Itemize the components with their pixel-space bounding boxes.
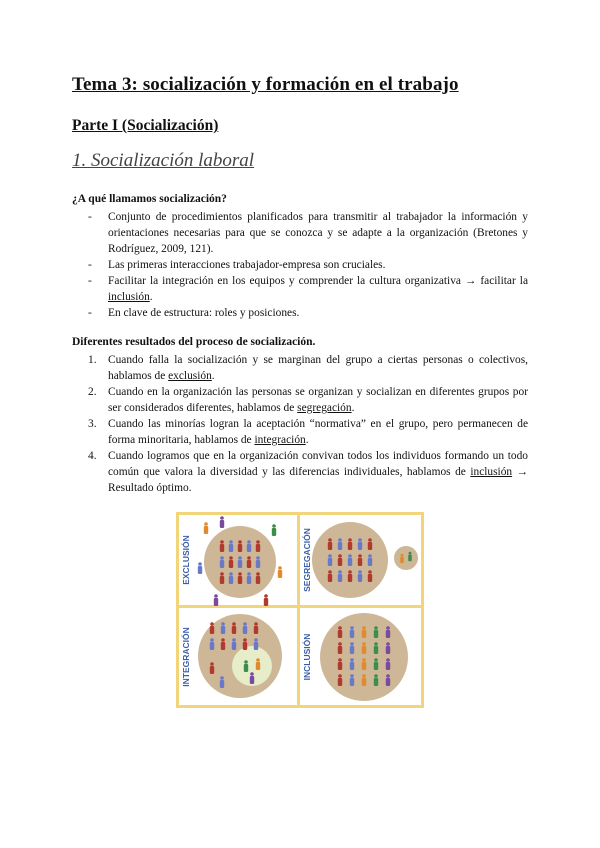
person-icon: [386, 658, 390, 670]
person-icon: [244, 660, 248, 672]
list-item: - Facilitar la integración en los equipos y comprender la cultura organizativa → facilitar la inclusión.: [88, 275, 528, 303]
person-icon: [229, 540, 233, 552]
person-icon: [220, 516, 224, 528]
person-icon: [368, 570, 372, 582]
list-item: - Conjunto de procedimientos planificados para transmitir al trabajador la información y orientaciones necesarias para que se conozca y se adapte a la organización (Bretones y Rodríguez, 2009, 121).: [88, 211, 528, 255]
person-icon: [386, 642, 390, 654]
section-heading: 1. Socialización laboral: [72, 150, 255, 171]
person-icon: [220, 540, 224, 552]
person-icon: [386, 626, 390, 638]
person-icon: [220, 556, 224, 568]
person-icon: [238, 540, 242, 552]
person-icon: [256, 556, 260, 568]
person-icon: [243, 638, 247, 650]
person-icon: [272, 524, 276, 536]
person-icon: [220, 572, 224, 584]
person-icon: [338, 554, 342, 566]
person-icon: [247, 540, 251, 552]
segregation-small-circle: [394, 546, 418, 570]
question-heading-socializacion: ¿A qué llamamos socialización?: [72, 193, 227, 205]
person-icon: [221, 638, 225, 650]
person-icon: [362, 674, 366, 686]
label-inclusion: INCLUSIÓN: [302, 633, 312, 681]
person-icon: [348, 554, 352, 566]
person-icon: [328, 538, 332, 550]
results-list: [72, 352, 528, 496]
person-icon: [328, 570, 332, 582]
diagram-svg: [176, 512, 424, 708]
person-icon: [256, 572, 260, 584]
person-icon: [254, 622, 258, 634]
person-icon: [348, 538, 352, 550]
person-icon: [338, 538, 342, 550]
person-icon: [368, 538, 372, 550]
person-icon: [243, 622, 247, 634]
person-icon: [338, 626, 342, 638]
person-icon: [210, 622, 214, 634]
person-icon: [362, 642, 366, 654]
person-icon: [368, 554, 372, 566]
person-icon: [232, 638, 236, 650]
list-item: 4. Cuando logramos que en la organización convivan todos los individuos formando un todo común que valora la diversidad y las diferencias individuales, hablamos de inclusión → Resultado óptimo.: [88, 450, 528, 494]
socialization-diagram: [176, 512, 424, 708]
person-icon: [254, 638, 258, 650]
person-icon: [238, 572, 242, 584]
person-icon: [386, 674, 390, 686]
label-segregation: SEGREGACIÓN: [302, 528, 312, 592]
person-icon: [210, 638, 214, 650]
person-icon: [338, 570, 342, 582]
person-icon: [374, 642, 378, 654]
person-icon: [256, 658, 260, 670]
person-icon: [256, 540, 260, 552]
list-item: 1. Cuando falla la socialización y se marginan del grupo a ciertas personas o colectivos, hablamos de exclusión.: [88, 354, 528, 382]
person-icon: [338, 674, 342, 686]
results-heading: Diferentes resultados del proceso de socialización.: [72, 336, 316, 348]
person-icon: [238, 556, 242, 568]
person-icon: [264, 594, 268, 606]
person-icon: [358, 570, 362, 582]
person-icon: [358, 538, 362, 550]
person-icon: [229, 556, 233, 568]
person-icon: [350, 658, 354, 670]
person-icon: [350, 674, 354, 686]
label-integration: INTEGRACIÓN: [181, 627, 191, 687]
list-item: - En clave de estructura: roles y posiciones.: [88, 307, 300, 319]
person-icon: [400, 554, 404, 563]
person-icon: [328, 554, 332, 566]
person-icon: [348, 570, 352, 582]
person-icon: [214, 594, 218, 606]
person-icon: [221, 622, 225, 634]
person-icon: [250, 672, 254, 684]
person-icon: [247, 556, 251, 568]
person-icon: [408, 552, 412, 561]
person-icon: [232, 622, 236, 634]
list-item: - Las primeras interacciones trabajador-empresa son cruciales.: [88, 259, 386, 271]
list-item: 2. Cuando en la organización las personas se organizan y socializan en diferentes grupos por ser considerados diferentes, hablamos de segregación.: [88, 386, 528, 414]
person-icon: [362, 626, 366, 638]
part-heading: Parte I (Socialización): [72, 117, 219, 134]
term-inclusion: inclusión: [108, 291, 150, 303]
definition-list: [72, 209, 528, 321]
person-icon: [338, 642, 342, 654]
person-icon: [374, 626, 378, 638]
person-icon: [374, 658, 378, 670]
person-icon: [278, 566, 282, 578]
person-icon: [247, 572, 251, 584]
person-icon: [362, 658, 366, 670]
page-title: Tema 3: socialización y formación en el trabajo: [72, 74, 459, 95]
person-icon: [220, 676, 224, 688]
person-icon: [338, 658, 342, 670]
person-icon: [350, 626, 354, 638]
person-icon: [374, 674, 378, 686]
label-exclusion: EXCLUSIÓN: [181, 535, 191, 585]
person-icon: [204, 522, 208, 534]
person-icon: [198, 562, 202, 574]
person-icon: [229, 572, 233, 584]
person-icon: [358, 554, 362, 566]
person-icon: [350, 642, 354, 654]
list-item: 3. Cuando las minorías logran la aceptación “normativa” en el grupo, pero permanecen de forma minoritaria, hablamos de integración.: [88, 418, 528, 446]
person-icon: [210, 662, 214, 674]
